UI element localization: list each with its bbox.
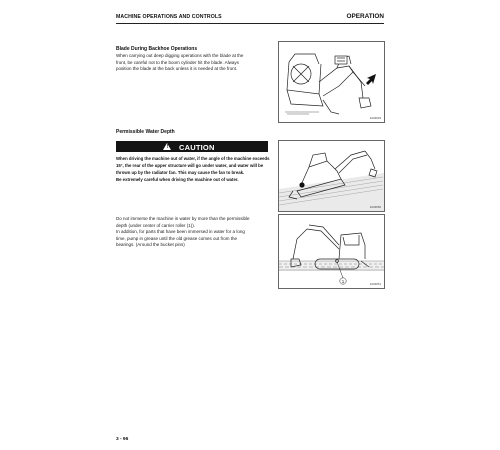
depth-figure (278, 214, 385, 289)
text-line: 15°, the rear of the upper structure will go under water, and water will be (116, 162, 264, 168)
exclamation-icon: ! (166, 143, 169, 150)
text-line: When driving the machine out of water, if the angle of the machine exceeds (116, 156, 270, 161)
figure-code: 3A09050 (369, 205, 381, 209)
text-line: Be extremely careful when driving the machine out of water. (116, 176, 239, 182)
caution-figure (278, 140, 385, 212)
text-line: position the blade at the back unless it is needed at the front. (116, 66, 238, 72)
caution-text (116, 156, 272, 184)
water-section-text (116, 216, 274, 249)
text-line: In addition, for parts that have been immersed in water for a long (116, 229, 245, 235)
text-line: Do not immerse the machine in water by more than the permissible (116, 216, 250, 221)
text-line: time, pump in grease until the old grease comes out from the (116, 235, 238, 241)
header-section-title: MACHINE OPERATIONS AND CONTROLS (116, 14, 222, 20)
text-line: thrown up by the radiator fan. This may cause the fan to break. (116, 169, 245, 175)
blade-section-title: Blade During Backhoe Operations (116, 46, 198, 52)
text-line: When carrying out deep digging operations with the blade at the (116, 53, 244, 58)
figure-code: 3A09049 (369, 116, 381, 120)
water-section-title: Permissible Water Depth (116, 129, 175, 135)
caution-label: CAUTION (179, 142, 215, 152)
header-chapter-title: OPERATION (346, 13, 384, 20)
page-number: 3 - 96 (116, 437, 129, 442)
text-line: depth (under center of carrier roller (1)). (116, 222, 196, 228)
water-depth-illustration (279, 215, 384, 288)
blade-section-text (116, 53, 272, 73)
water-exit-illustration (279, 141, 384, 211)
text-line: front, be careful not to the boom cylinder hit the blade. Always (116, 59, 239, 65)
text-line: bearings. (Around the bucket pins) (116, 242, 185, 248)
callout-number: 1 (341, 278, 345, 284)
blade-figure (278, 41, 385, 123)
figure-code: 3A09051 (369, 282, 381, 286)
page-header (116, 14, 384, 26)
backhoe-blade-illustration (279, 42, 384, 122)
header-rule (116, 23, 384, 24)
caution-banner (116, 141, 268, 152)
